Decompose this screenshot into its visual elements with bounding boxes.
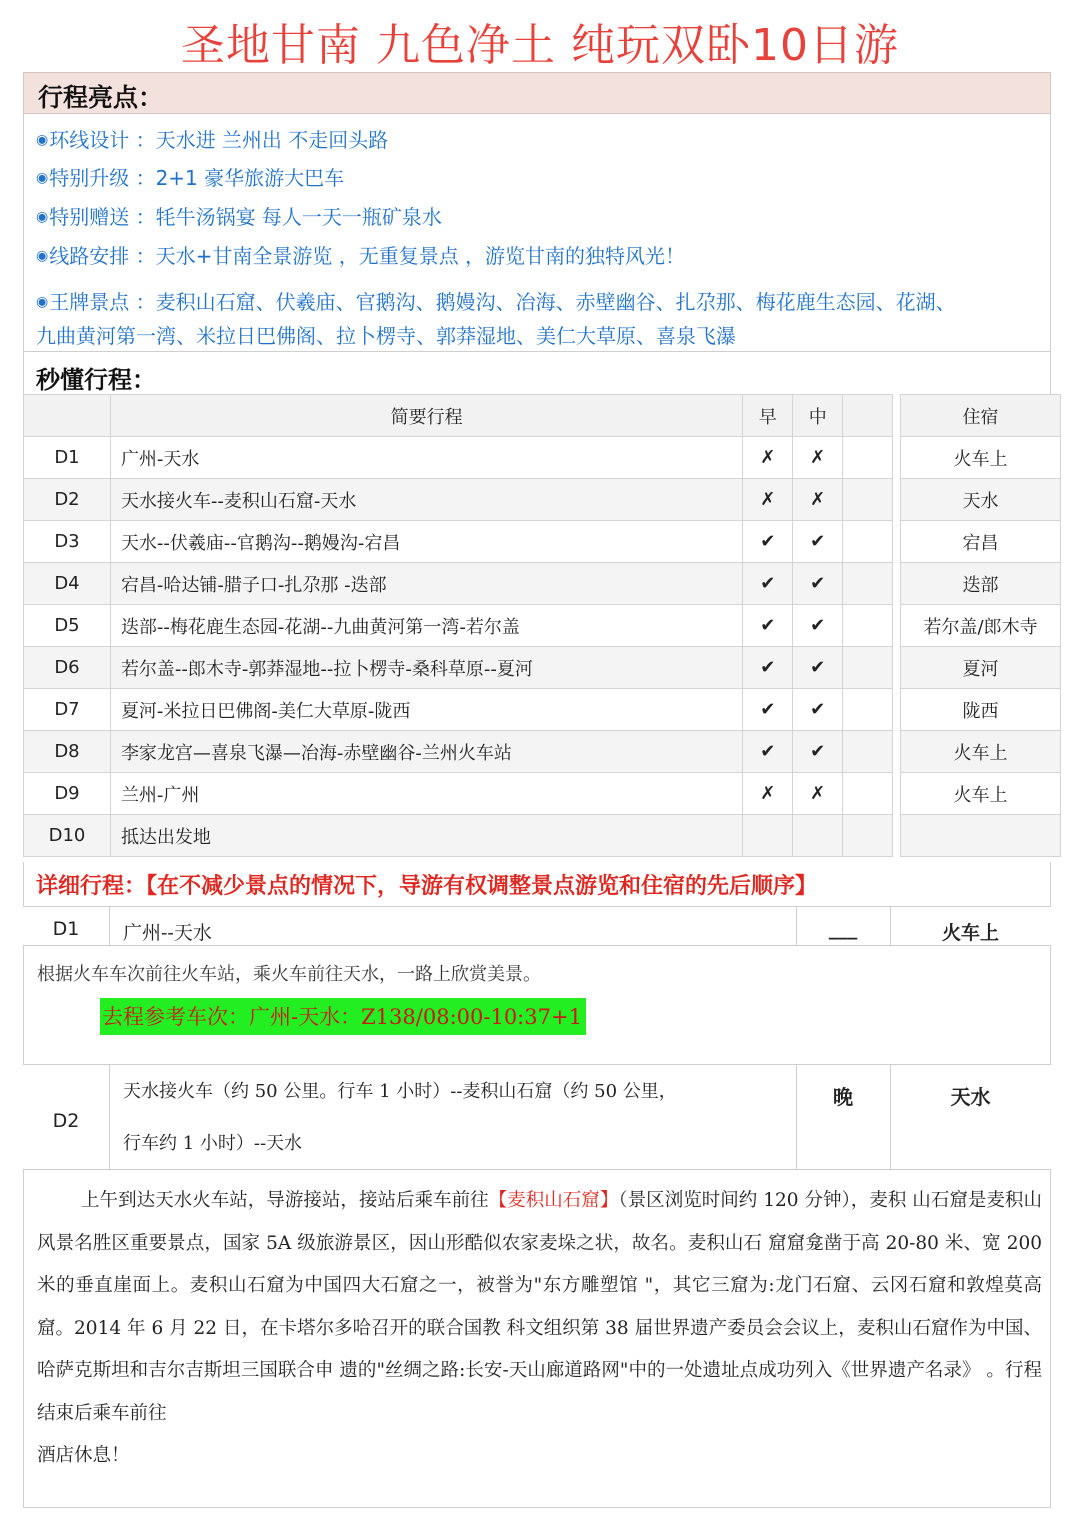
table-row <box>24 479 1061 521</box>
hotel-cell: 夏河 <box>901 647 1061 689</box>
day-cell: D1 <box>24 437 111 479</box>
d2-description: 上午到达天水火车站，导游接站，接站后乘车前往【麦积山石窟】（景区浏览时间约 120 分钟），麦积 山石窟是麦积山风景名胜区重要景点，国家 5A 级旅游景区，因山形酷似农家麦垛之状，故名。麦积山石 窟窟龛凿于高 20-80 米、宽 200 米的垂直崖面上。麦积山石窟为中国四大石窟之一，被誉为"东方雕塑馆 "，其它三窟为:龙门石窟、云冈石窟和敦煌莫高窟。2014 年 6 月 22 日，在卡塔尔多哈召开的联合国教 科文组织第 38 届世界遗产委员会会议上，麦积山石窟作为中国、哈萨克斯坦和吉尔吉斯坦三国联合申 遗的"丝绸之路:长安-天山廊道路网"中的一处遗址点成功列入《世界遗产名录》 。行程结束后乘车前往 酒店休息！ <box>37 1190 1042 1466</box>
gap-cell <box>893 479 901 521</box>
table-row <box>24 773 1061 815</box>
hotel-cell: 陇西 <box>901 689 1061 731</box>
breakfast-cell: ✔ <box>743 647 793 689</box>
breakfast-cell <box>743 815 793 857</box>
table-row <box>24 605 1061 647</box>
gap-cell <box>893 647 901 689</box>
route-cell: 兰州-广州 <box>110 773 742 815</box>
day-cell: D8 <box>24 731 111 773</box>
hotel-cell: 天水 <box>901 479 1061 521</box>
table-header-row <box>24 395 1061 437</box>
hotel-cell: 火车上 <box>901 731 1061 773</box>
lunch-cell: ✗ <box>793 437 843 479</box>
spacer-cell <box>843 731 893 773</box>
highlights-box <box>23 114 1051 352</box>
route-cell: 天水接火车--麦积山石窟-天水 <box>110 479 742 521</box>
detail-heading: 详细行程：【在不减少景点的情况下，导游有权调整景点游览和住宿的先后顺序】 <box>36 873 818 899</box>
breakfast-cell: ✗ <box>743 773 793 815</box>
hotel-cell: 火车上 <box>901 437 1061 479</box>
route-cell: 宕昌-哈达铺-腊子口-扎尕那 -迭部 <box>110 563 742 605</box>
spacer-cell <box>843 521 893 563</box>
header-day <box>24 395 111 437</box>
breakfast-cell: ✗ <box>743 479 793 521</box>
highlight-item: ◉王牌景点 ：麦积山石窟、伏羲庙、官鹅沟、鹅嫚沟、冶海、赤壁幽谷、扎尕那、梅花鹿生态园、花湖、 <box>36 290 956 314</box>
hotel-cell: 若尔盖/郎木寺 <box>901 605 1061 647</box>
breakfast-cell: ✔ <box>743 605 793 647</box>
table-row <box>24 437 1061 479</box>
table-row <box>24 647 1061 689</box>
spacer-cell <box>843 563 893 605</box>
highlights-heading: 行程亮点： <box>23 72 1051 114</box>
day-cell: D10 <box>24 815 111 857</box>
d2-body <box>23 1170 1051 1508</box>
spacer-cell <box>843 773 893 815</box>
day-cell: D4 <box>24 563 111 605</box>
header-gap <box>893 395 901 437</box>
table-row <box>24 815 1061 857</box>
d1-meal: ___ <box>828 918 858 940</box>
breakfast-cell: ✔ <box>743 731 793 773</box>
table-row <box>24 563 1061 605</box>
d2-header-row <box>23 1064 1051 1170</box>
lunch-cell: ✔ <box>793 521 843 563</box>
route-cell: 抵达出发地 <box>110 815 742 857</box>
day-cell: D2 <box>24 479 111 521</box>
lunch-cell: ✗ <box>793 773 843 815</box>
day-cell: D3 <box>24 521 111 563</box>
route-cell: 夏河-米拉日巴佛阁-美仁大草原-陇西 <box>110 689 742 731</box>
hotel-cell: 迭部 <box>901 563 1061 605</box>
train-reference: 去程参考车次：广州-天水：Z138/08:00-10:37+1 <box>100 998 586 1035</box>
gap-cell <box>893 563 901 605</box>
spacer-cell <box>843 815 893 857</box>
lunch-cell <box>793 815 843 857</box>
route-cell: 迭部--梅花鹿生态园-花湖--九曲黄河第一湾-若尔盖 <box>110 605 742 647</box>
day-cell: D5 <box>24 605 111 647</box>
itinerary-summary-table <box>23 394 1061 857</box>
gap-cell <box>893 815 901 857</box>
spacer-cell <box>843 605 893 647</box>
breakfast-cell: ✔ <box>743 563 793 605</box>
gap-cell <box>893 437 901 479</box>
lunch-cell: ✔ <box>793 605 843 647</box>
d2-day: D2 <box>52 1110 80 1132</box>
route-cell: 天水--伏羲庙--官鹅沟--鹅嫚沟-宕昌 <box>110 521 742 563</box>
gap-cell <box>893 773 901 815</box>
route-cell: 广州-天水 <box>110 437 742 479</box>
d1-body <box>23 946 1051 1064</box>
breakfast-cell: ✔ <box>743 689 793 731</box>
header-hotel: 住宿 <box>901 395 1061 437</box>
header-route: 简要行程 <box>110 395 742 437</box>
lunch-cell: ✔ <box>793 647 843 689</box>
lunch-cell: ✔ <box>793 563 843 605</box>
d1-hotel: 火车上 <box>941 922 999 944</box>
route-cell: 若尔盖--郎木寺-郭莽湿地--拉卜楞寺-桑科草原--夏河 <box>110 647 742 689</box>
d2-hotel: 天水 <box>950 1085 991 1109</box>
highlight-item: ◉环线设计 ：天水进 兰州出 不走回头路 <box>36 128 389 152</box>
spacer-cell <box>843 479 893 521</box>
d2-route: 天水接火车（约 50 公里。行车 1 小时）--麦积山石窟（约 50 公里， 行车约 1 小时）--天水 <box>123 1081 677 1154</box>
day-cell: D9 <box>24 773 111 815</box>
d1-description: 根据火车车次前往火车站，乘火车前往天水，一路上欣赏美景。 <box>37 964 541 985</box>
hotel-cell: 宕昌 <box>901 521 1061 563</box>
table-row <box>24 521 1061 563</box>
page-title: 圣地甘南 九色净土 纯玩双卧10日游 <box>181 20 899 71</box>
lunch-cell: ✔ <box>793 731 843 773</box>
summary-heading-row <box>23 352 1051 394</box>
header-lunch: 中 <box>793 395 843 437</box>
spacer-cell <box>843 437 893 479</box>
d1-route: 广州--天水 <box>123 922 212 944</box>
hotel-cell: 火车上 <box>901 773 1061 815</box>
gap-cell <box>893 689 901 731</box>
summary-heading: 秒懂行程： <box>36 365 156 394</box>
lunch-cell: ✔ <box>793 689 843 731</box>
header-spacer <box>843 395 893 437</box>
d2-meal: 晚 <box>833 1085 853 1109</box>
lunch-cell: ✗ <box>793 479 843 521</box>
spacer-cell <box>843 647 893 689</box>
day-cell: D7 <box>24 689 111 731</box>
spacer-cell <box>843 689 893 731</box>
table-row <box>24 731 1061 773</box>
highlight-item: ◉特别赠送 ：牦牛汤锅宴 每人一天一瓶矿泉水 <box>36 205 442 229</box>
hotel-cell <box>901 815 1061 857</box>
breakfast-cell: ✔ <box>743 521 793 563</box>
gap-cell <box>893 605 901 647</box>
highlight-item-continuation: 九曲黄河第一湾、米拉日巴佛阁、拉卜楞寺、郭莽湿地、美仁大草原、喜泉飞瀑 <box>36 324 736 348</box>
gap-cell <box>893 521 901 563</box>
table-row <box>24 689 1061 731</box>
route-cell: 李家龙宫—喜泉飞瀑—冶海-赤壁幽谷-兰州火车站 <box>110 731 742 773</box>
breakfast-cell: ✗ <box>743 437 793 479</box>
gap-cell <box>893 731 901 773</box>
highlight-item: ◉线路安排 ：天水+甘南全景游览 ，无重复景点 ，游览甘南的独特风光！ <box>36 244 686 268</box>
header-breakfast: 早 <box>743 395 793 437</box>
d1-header-row <box>23 906 1051 946</box>
highlight-item: ◉特别升级 ：2+1 豪华旅游大巴车 <box>36 166 345 190</box>
d1-day: D1 <box>52 918 80 940</box>
day-cell: D6 <box>24 647 111 689</box>
